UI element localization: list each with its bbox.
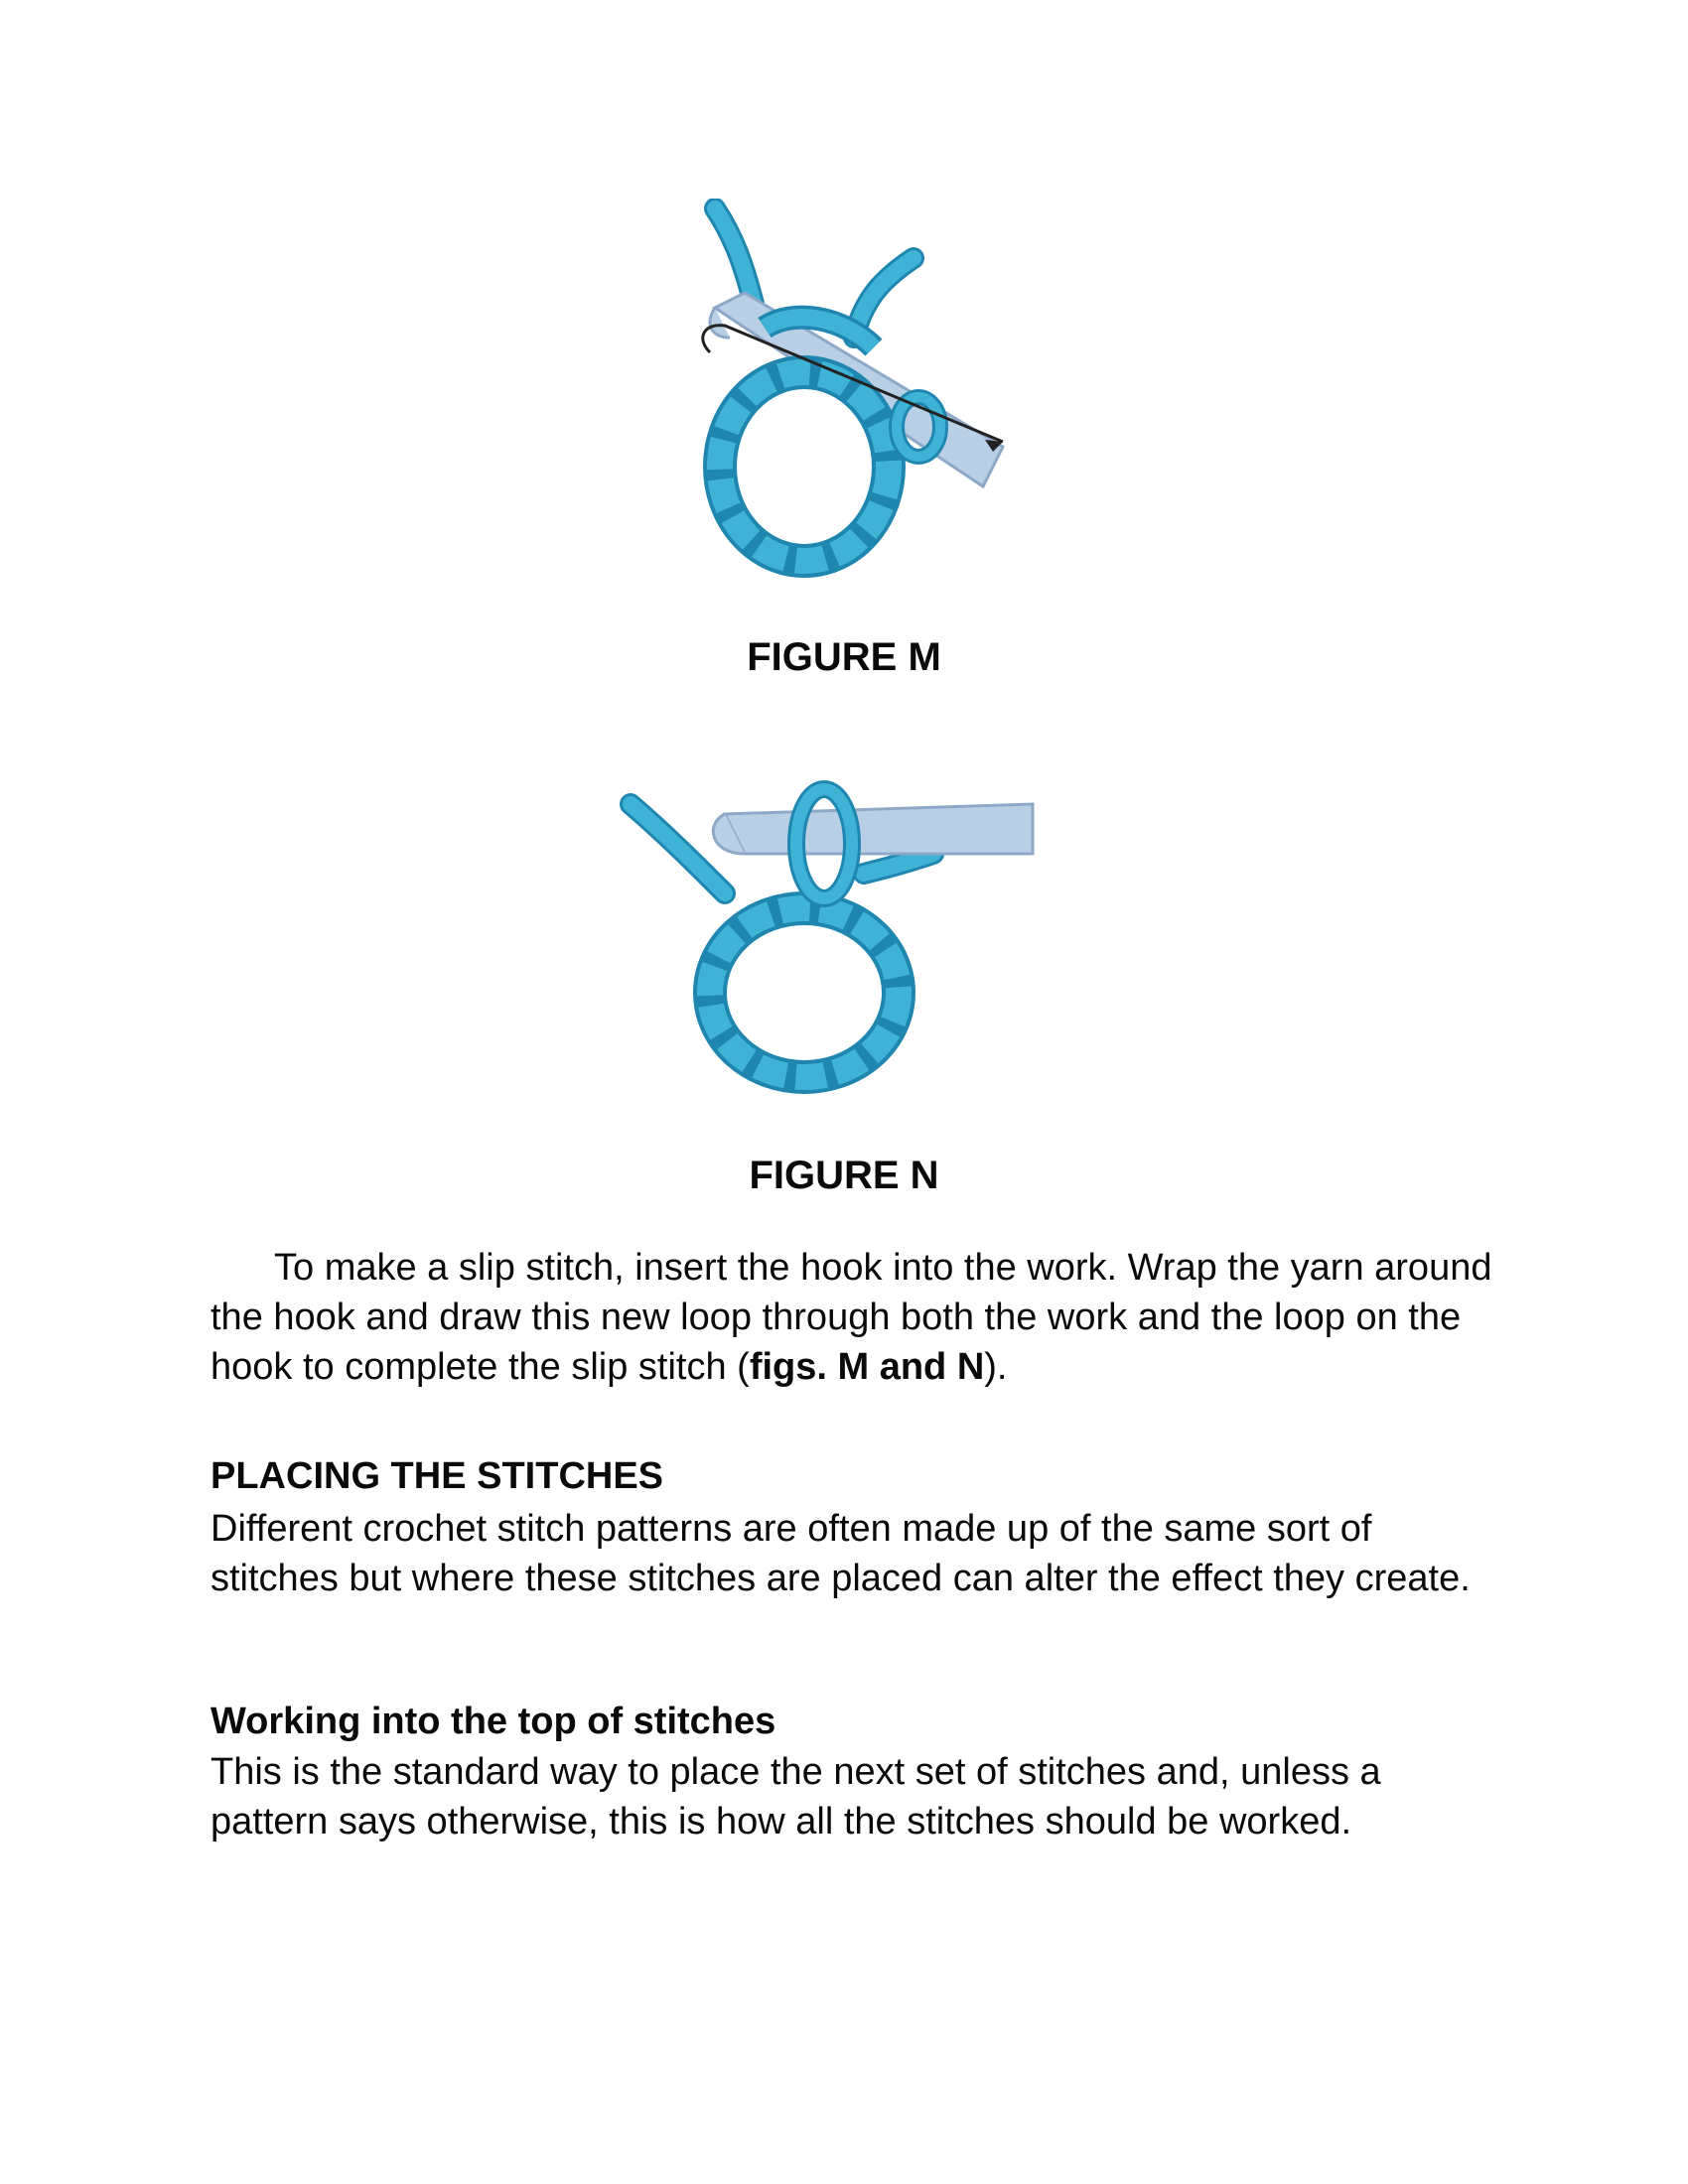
slip-stitch-text: To make a slip stitch, insert the hook into the work. Wrap the yarn around the hook and draw this new loop through both the work and the loop on the hook to complete the slip stitch ( [211, 1247, 1492, 1388]
subsection-paragraph: This is the standard way to place the next set of stitches and, unless a pattern says otherwise, this is how all the stitches should be worked. [211, 1751, 1381, 1843]
slip-stitch-text-end: ). [984, 1346, 1008, 1388]
figure-reference: figs. M and N [749, 1346, 985, 1388]
section-paragraph: Different crochet stitch patterns are often made up of the same sort of stitches but where these stitches are placed can alter the effect they create. [211, 1508, 1471, 1599]
crochet-hook [713, 804, 1033, 854]
figure-n-caption: FIGURE N [749, 1154, 939, 1197]
subsection-heading: Working into the top of stitches [211, 1701, 776, 1742]
figure-m-caption: FIGURE M [747, 635, 941, 679]
section-heading: PLACING THE STITCHES [211, 1455, 664, 1497]
figure-n-illustration [616, 754, 1043, 1102]
slip-stitch-paragraph [211, 1243, 1501, 1392]
figure-m-illustration [685, 199, 1023, 596]
